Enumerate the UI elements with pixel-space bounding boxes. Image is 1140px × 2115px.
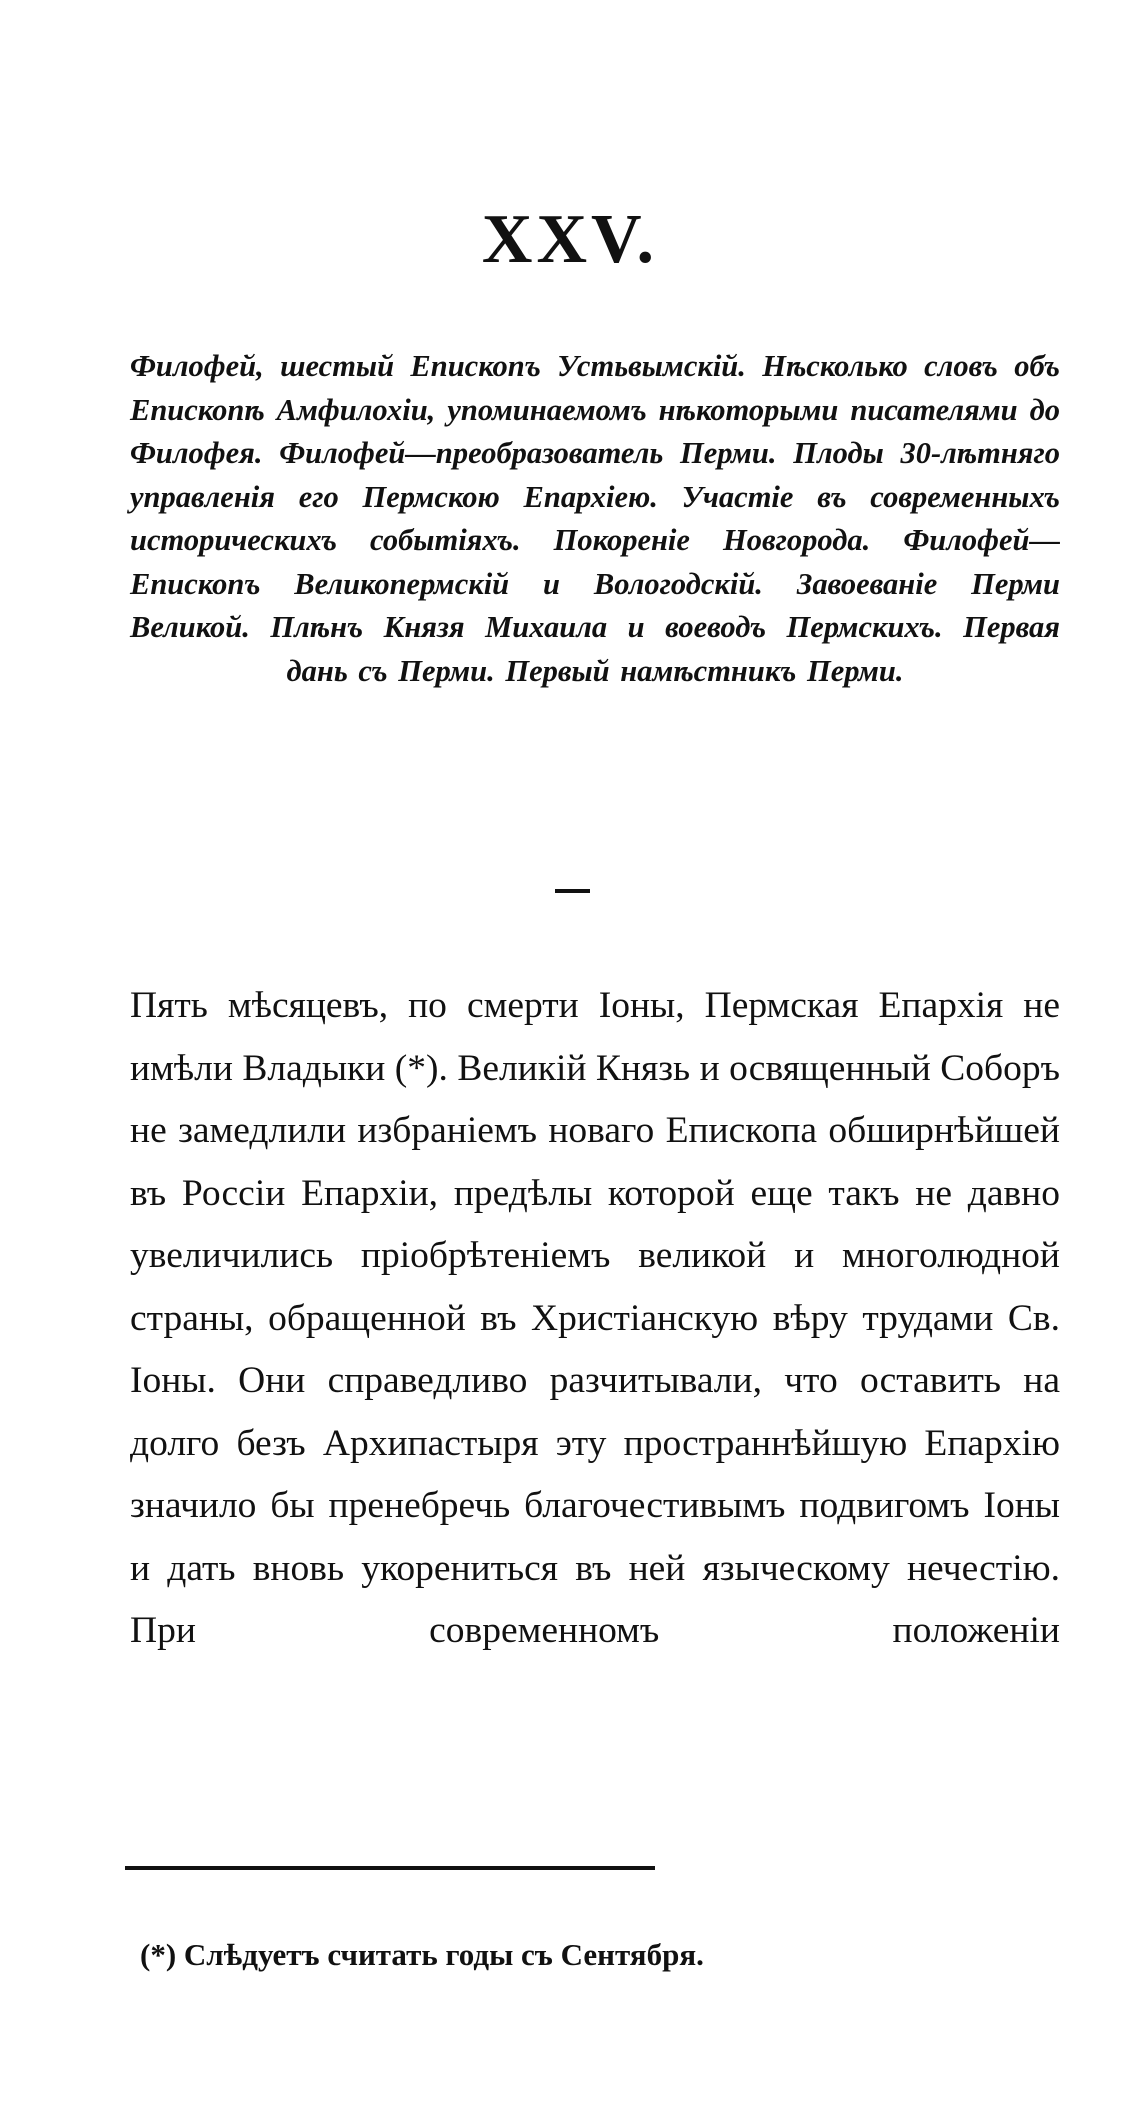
chapter-summary: Филофей, шестый Епископъ Устьвымскій. Нѣсколько словъ объ Епископѣ Амфилохіи, упоминаемомъ нѣкоторыми писателями до Филофея. Филофей—преобразователь Перми. Плоды 30-лѣтняго управленія его Пермскою Епархіею. Участіе въ современныхъ историческихъ событіяхъ. Покореніе Новгорода. Филофей—Епископъ Великопермскій и Вологодскій. Завоеваніе Перми Великой. Плѣнъ Князя Михаила и воеводъ Пермскихъ. Первая дань съ Перми. Первый намѣстникъ Перми.: [130, 349, 1060, 688]
footnote: (*) Слѣдуетъ считать годы съ Сентября.: [140, 1937, 704, 1972]
chapter-number: XXV.: [481, 201, 659, 278]
body-paragraph: Пять мѣсяцевъ, по смерти Іоны, Пермская Епархія не имѣли Владыки (*). Великій Князь и освященный Соборъ не замедлили избраніемъ новаго Епископа обширнѣйшей въ Россіи Епархіи, предѣлы которой еще такъ не давно увеличились пріобрѣтеніемъ великой и многолюдной страны, обращенной въ Христіанскую вѣру трудами Св. Іоны. Они справедливо разчитывали, что оставить на долго безъ Архипастыря эту пространнѣйшую Епархію значило бы пренебречь благочестивымъ подвигомъ Іоны и дать вновь укорениться въ ней языческому нечестію. При современномъ положеніи: [130, 985, 1060, 1651]
footnote-rule: [125, 1866, 655, 1870]
section-separator: [555, 889, 590, 893]
